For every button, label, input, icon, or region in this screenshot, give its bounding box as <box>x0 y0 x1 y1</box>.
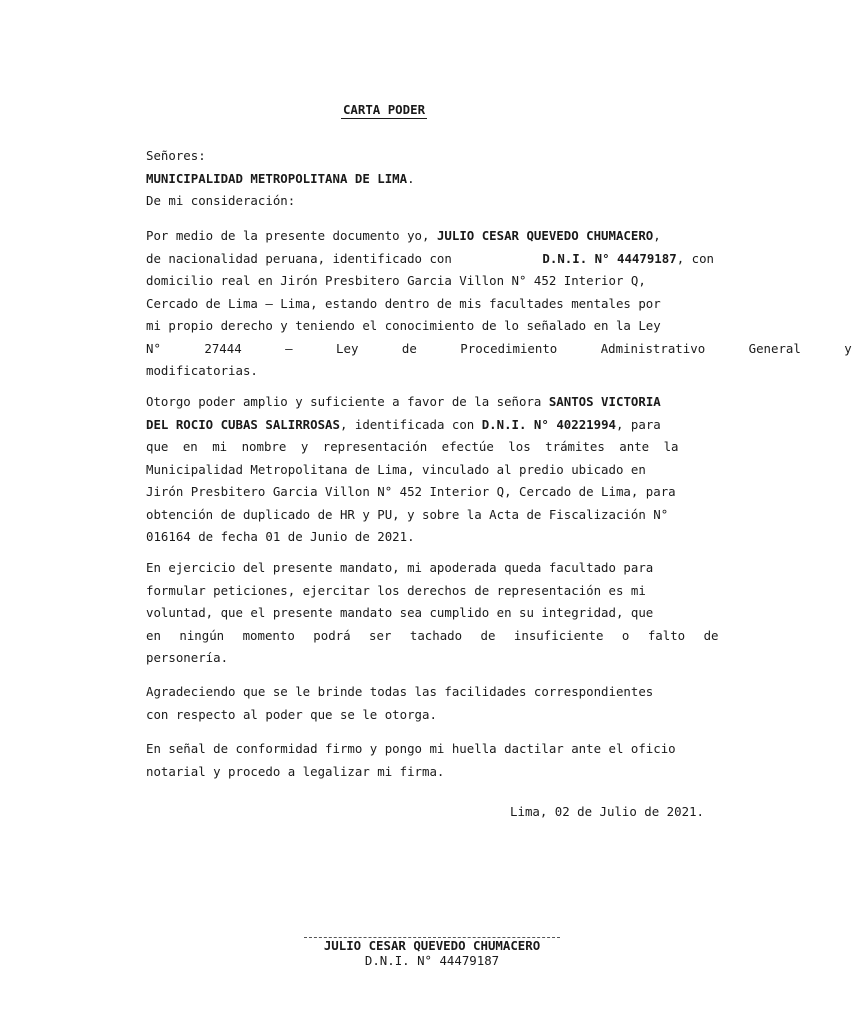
p1-text-4: , con <box>676 250 714 266</box>
addressee-institution: MUNICIPALIDAD METROPOLITANA DE LIMA <box>146 170 408 186</box>
p2-line-4: Municipalidad Metropolitana de Lima, vinculado al predio ubicado en <box>146 461 646 477</box>
p2-line-1 <box>146 391 714 414</box>
grantor-name: JULIO CESAR QUEVEDO CHUMACERO <box>436 228 654 243</box>
p1-text-2: , <box>653 228 661 243</box>
p2-line-7: 016164 de fecha 01 de Junio de 2021. <box>146 529 415 544</box>
p1-line-6: N° 27444 – Ley de Procedimiento Administrativo General y <box>146 340 852 356</box>
p5-line-2: notarial y procedo a legalizar mi firma. <box>146 763 445 779</box>
p3-line-5: personería. <box>146 650 229 665</box>
p1-line-3: domicilio real en Jirón Presbitero Garcia Villon N° 452 Interior Q, <box>146 273 646 288</box>
p2-text-2: , identificada con <box>339 416 482 432</box>
p2-line-6: obtención de duplicado de HR y PU, y sobre la Acta de Fiscalización N° <box>146 506 669 522</box>
signer-name: JULIO CESAR QUEVEDO CHUMACERO <box>323 938 541 953</box>
p1-text-1: Por medio de la presente documento yo, <box>146 228 437 243</box>
p1-line-1 <box>146 225 714 248</box>
salutation-line: Señores: <box>146 148 206 163</box>
p2-line-3: que en mi nombre y representación efectúe los trámites ante la <box>146 439 679 454</box>
p4-line-2: con respecto al poder que se le otorga. <box>146 706 437 722</box>
p2-line-2 <box>146 414 714 437</box>
document-title-text: CARTA PODER <box>342 102 426 117</box>
document-title <box>0 102 768 117</box>
paragraph-4 <box>146 681 714 726</box>
paragraph-5 <box>146 738 714 783</box>
p1-line-2 <box>146 248 714 271</box>
addressee-line <box>146 168 714 191</box>
p3-line-1: En ejercicio del presente mandato, mi apoderada queda facultado para <box>146 560 654 575</box>
p1-line-4: Cercado de Lima – Lima, estando dentro de mis facultades mentales por <box>146 295 661 311</box>
p1-line-7: modificatorias. <box>146 363 258 378</box>
p2-text-1: Otorgo poder amplio y suficiente a favor de la señora <box>146 394 549 409</box>
paragraph-3 <box>146 557 719 670</box>
p3-line-2: formular peticiones, ejercitar los derechos de representación es mi <box>146 582 646 598</box>
paragraph-2 <box>146 391 714 549</box>
p2-text-3: , para <box>616 416 661 432</box>
attorney-name-part-1: SANTOS VICTORIA <box>548 394 661 409</box>
p1-text-3: de nacionalidad peruana, identificado con <box>146 250 460 266</box>
greeting-line: De mi consideración: <box>146 193 296 208</box>
grantor-dni: D.N.I. N° 44479187 <box>542 250 677 266</box>
paragraph-1 <box>146 225 852 383</box>
p4-line-1: Agradeciendo que se le brinde todas las facilidades correspondientes <box>146 684 654 699</box>
place-and-date: Lima, 02 de Julio de 2021. <box>510 804 704 819</box>
p2-line-5: Jirón Presbitero Garcia Villon N° 452 Interior Q, Cercado de Lima, para <box>146 484 676 499</box>
attorney-dni: D.N.I. N° 40221994 <box>481 416 616 432</box>
salutation <box>146 145 714 213</box>
p3-line-3: voluntad, que el presente mandato sea cumplido en su integridad, que <box>146 605 654 620</box>
p3-line-4: en ningún momento podrá ser tachado de insuficiente o falto de <box>146 627 719 643</box>
p5-line-1: En señal de conformidad firmo y pongo mi huella dactilar ante el oficio <box>146 741 676 756</box>
p1-line-5: mi propio derecho y teniendo el conocimiento de lo señalado en la Ley <box>146 318 661 333</box>
signer-dni: D.N.I. N° 44479187 <box>364 953 500 968</box>
addressee-suffix: . <box>407 170 415 186</box>
attorney-name-part-2: DEL ROCIO CUBAS SALIRROSAS <box>146 416 340 432</box>
